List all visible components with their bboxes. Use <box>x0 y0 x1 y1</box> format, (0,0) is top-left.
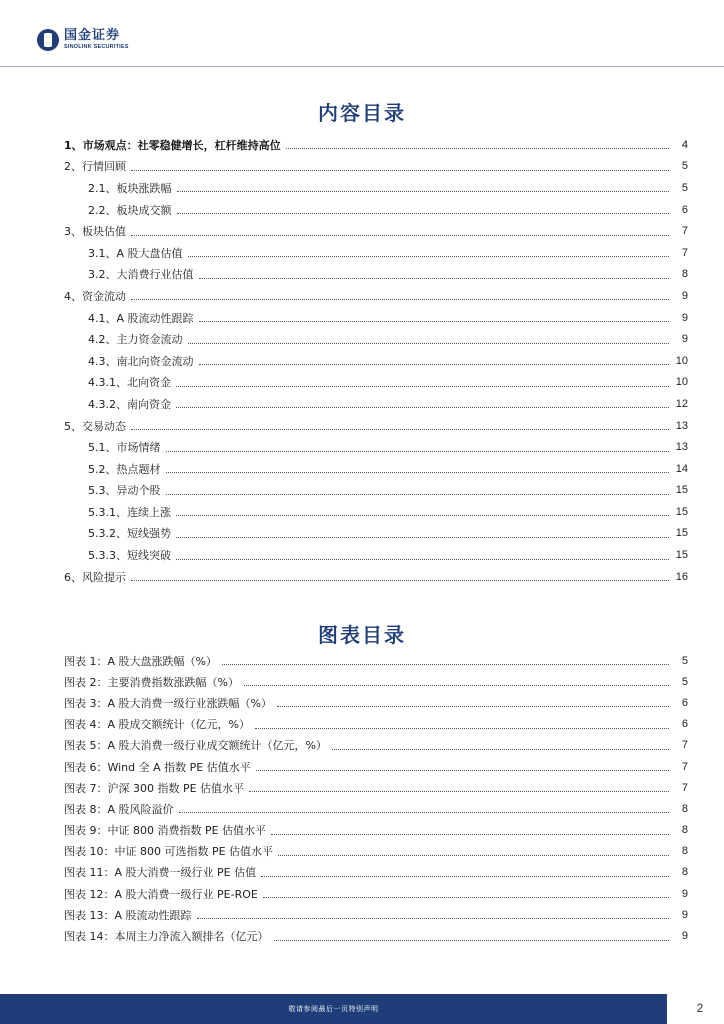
toc-entry[interactable] <box>64 307 688 329</box>
contents-title: 内容目录 <box>318 101 406 125</box>
figure-entry[interactable] <box>64 925 688 946</box>
figure-entry-label: 图表 12：A 股大消费一级行业 PE-ROE <box>64 887 258 901</box>
toc-entry-label: 6、风险提示 <box>64 570 126 584</box>
logo-chinese-name: 国金证券 <box>64 28 121 44</box>
toc-entry-page-number: 7 <box>681 246 688 259</box>
dot-leader <box>131 223 669 236</box>
toc-entry-page-number: 9 <box>681 289 688 302</box>
dot-leader <box>274 928 670 941</box>
figure-entry-label: 图表 2：主要消费指数涨跌幅（%） <box>64 675 239 689</box>
dot-leader <box>263 885 669 898</box>
dot-leader <box>176 525 669 538</box>
dot-leader <box>131 417 669 430</box>
toc-entry-label: 1、市场观点：社零稳健增长，杠杆维持高位 <box>64 138 281 152</box>
toc-entry-page-number: 10 <box>675 354 688 367</box>
dot-leader <box>131 158 669 171</box>
dot-leader <box>199 266 670 279</box>
toc-entry-page-number: 13 <box>675 419 688 432</box>
figure-entry-label: 图表 10：中证 800 可选指数 PE 估值水平 <box>64 845 274 859</box>
figure-entry-page-number: 5 <box>681 675 688 688</box>
toc-entry-page-number: 15 <box>675 484 688 497</box>
dot-leader <box>177 201 670 214</box>
figure-entry[interactable] <box>64 798 688 819</box>
toc-entry[interactable] <box>64 242 688 264</box>
figure-entry[interactable] <box>64 650 688 671</box>
figure-entry-page-number: 7 <box>681 781 688 794</box>
toc-entry-label: 5.2、热点题材 <box>88 462 161 476</box>
figure-entry-page-number: 7 <box>681 739 688 752</box>
dot-leader <box>131 287 669 300</box>
toc-entry-page-number: 5 <box>681 181 688 194</box>
figure-entry[interactable] <box>64 735 688 756</box>
dot-leader <box>277 694 669 707</box>
figure-entry-page-number: 6 <box>681 696 688 709</box>
dot-leader <box>278 843 669 856</box>
dot-leader <box>166 439 670 452</box>
figure-entry[interactable] <box>64 883 688 904</box>
toc-entry[interactable] <box>64 458 688 480</box>
toc-entry-page-number: 5 <box>681 160 688 173</box>
toc-entry[interactable] <box>64 285 688 307</box>
header-divider <box>0 66 724 67</box>
figure-entry-label: 图表 11：A 股大消费一级行业 PE 估值 <box>64 866 257 880</box>
toc-entry-label: 2.2、板块成交额 <box>88 203 172 217</box>
toc-entry-page-number: 8 <box>681 268 688 281</box>
figure-entry-page-number: 9 <box>681 908 688 921</box>
toc-entry-label: 5.3.3、短线突破 <box>88 549 171 563</box>
page-number: 2 <box>696 1001 704 1015</box>
dot-leader <box>176 395 669 408</box>
figure-entry-page-number: 8 <box>681 802 688 815</box>
toc-entry[interactable] <box>64 501 688 523</box>
dot-leader <box>222 652 669 665</box>
dot-leader <box>188 331 670 344</box>
figure-entry[interactable] <box>64 862 688 883</box>
dot-leader <box>286 136 669 149</box>
toc-entry-page-number: 9 <box>681 311 688 324</box>
toc-entry-label: 4.1、A 股流动性跟踪 <box>88 311 194 325</box>
dot-leader <box>261 864 669 877</box>
company-logo <box>37 29 129 51</box>
logo-emblem-icon <box>37 29 59 51</box>
toc-entry[interactable] <box>64 523 688 545</box>
figure-entry-label: 图表 5：A 股大消费一级行业成交额统计（亿元，%） <box>64 739 327 753</box>
toc-entry-page-number: 15 <box>675 527 688 540</box>
toc-entry-page-number: 15 <box>675 505 688 518</box>
figures-list <box>64 650 688 947</box>
figure-entry-label: 图表 14：本周主力净流入额排名（亿元） <box>64 930 269 944</box>
toc-entry-page-number: 15 <box>675 549 688 562</box>
figure-entry-label: 图表 7：沪深 300 指数 PE 估值水平 <box>64 781 245 795</box>
figure-entry-page-number: 5 <box>681 654 688 667</box>
toc-entry-page-number: 12 <box>675 397 688 410</box>
dot-leader <box>188 244 669 257</box>
figure-entry-page-number: 8 <box>681 845 688 858</box>
figure-entry[interactable] <box>64 777 688 798</box>
toc-entry-label: 4.3.2、南向资金 <box>88 397 171 411</box>
toc-entry-label: 4、资金流动 <box>64 289 126 303</box>
dot-leader <box>249 779 669 792</box>
figure-entry-page-number: 8 <box>681 866 688 879</box>
toc-entry-label: 5.3.1、连续上涨 <box>88 505 171 519</box>
dot-leader <box>199 352 670 365</box>
toc-entry[interactable] <box>64 480 688 502</box>
dot-leader <box>131 568 669 581</box>
dot-leader <box>166 460 670 473</box>
toc-entry-label: 2、行情回顾 <box>64 160 126 174</box>
toc-entry-page-number: 13 <box>675 441 688 454</box>
toc-entry-label: 5.3、异动个股 <box>88 484 161 498</box>
toc-entry[interactable] <box>64 134 688 156</box>
toc-entry-label: 5.3.2、短线强势 <box>88 527 171 541</box>
dot-leader <box>179 800 669 813</box>
toc-entry-page-number: 4 <box>681 138 688 151</box>
toc-entry[interactable] <box>64 264 688 286</box>
toc-entry-page-number: 6 <box>681 203 688 216</box>
figure-entry-page-number: 7 <box>681 760 688 773</box>
figures-title: 图表目录 <box>318 623 406 647</box>
toc-entry[interactable] <box>64 350 688 372</box>
dot-leader <box>176 547 669 560</box>
dot-leader <box>176 374 669 387</box>
figure-entry-label: 图表 8：A 股风险溢价 <box>64 802 174 816</box>
toc-entry-page-number: 10 <box>675 376 688 389</box>
toc-entry[interactable] <box>64 393 688 415</box>
figure-entry-label: 图表 13：A 股流动性跟踪 <box>64 908 192 922</box>
toc-entry-label: 3.1、A 股大盘估值 <box>88 246 183 260</box>
footer-bar <box>0 994 667 1024</box>
toc-entry-label: 4.3、南北向资金流动 <box>88 354 194 368</box>
dot-leader <box>271 822 669 835</box>
toc-entry-label: 5.1、市场情绪 <box>88 441 161 455</box>
figure-entry[interactable] <box>64 756 688 777</box>
toc-entry[interactable] <box>64 199 688 221</box>
figure-entry-label: 图表 9：中证 800 消费指数 PE 估值水平 <box>64 824 267 838</box>
footer-disclaimer: 敬请参阅最后一页特别声明 <box>288 1005 379 1013</box>
toc-entry-label: 3、板块估值 <box>64 225 126 239</box>
toc-entry[interactable] <box>64 566 688 588</box>
figure-entry-page-number: 6 <box>681 718 688 731</box>
figure-entry-page-number: 9 <box>681 930 688 943</box>
dot-leader <box>176 503 669 516</box>
toc-entry[interactable] <box>64 328 688 350</box>
figure-entry-label: 图表 1：A 股大盘涨跌幅（%） <box>64 654 217 668</box>
toc-entry-page-number: 14 <box>675 462 688 475</box>
dot-leader <box>244 673 669 686</box>
toc-entry[interactable] <box>64 415 688 437</box>
figure-entry[interactable] <box>64 904 688 925</box>
figure-entry[interactable] <box>64 692 688 713</box>
figure-entry-page-number: 9 <box>681 887 688 900</box>
toc-entry-label: 4.2、主力资金流动 <box>88 333 183 347</box>
toc-entry-label: 2.1、板块涨跌幅 <box>88 181 172 195</box>
figure-entry-label: 图表 3：A 股大消费一级行业涨跌幅（%） <box>64 696 272 710</box>
dot-leader <box>332 737 669 750</box>
toc-entry-label: 3.2、大消费行业估值 <box>88 268 194 282</box>
toc-entry-label: 5、交易动态 <box>64 419 126 433</box>
toc-entry[interactable] <box>64 177 688 199</box>
toc-entry-label: 4.3.1、北向资金 <box>88 376 171 390</box>
toc-entry[interactable] <box>64 372 688 394</box>
toc-entry[interactable] <box>64 156 688 178</box>
logo-english-name: SINOLINK SECURITIES <box>64 44 129 51</box>
figure-entry[interactable] <box>64 714 688 735</box>
figure-entry-label: 图表 4：A 股成交额统计（亿元，%） <box>64 718 250 732</box>
figure-entry-page-number: 8 <box>681 824 688 837</box>
toc-entry[interactable] <box>64 220 688 242</box>
figure-entry[interactable] <box>64 671 688 692</box>
toc-entry[interactable] <box>64 544 688 566</box>
page-header <box>0 0 724 66</box>
figure-entry[interactable] <box>64 820 688 841</box>
dot-leader <box>197 906 669 919</box>
contents-list <box>64 134 688 587</box>
dot-leader <box>255 716 669 729</box>
toc-entry-page-number: 16 <box>675 570 688 583</box>
figure-entry-label: 图表 6：Wind 全 A 指数 PE 估值水平 <box>64 760 251 774</box>
dot-leader <box>177 179 670 192</box>
toc-entry[interactable] <box>64 436 688 458</box>
dot-leader <box>199 309 669 322</box>
toc-entry-page-number: 7 <box>681 225 688 238</box>
toc-entry-page-number: 9 <box>681 333 688 346</box>
dot-leader <box>256 758 669 771</box>
figure-entry[interactable] <box>64 841 688 862</box>
dot-leader <box>166 482 670 495</box>
